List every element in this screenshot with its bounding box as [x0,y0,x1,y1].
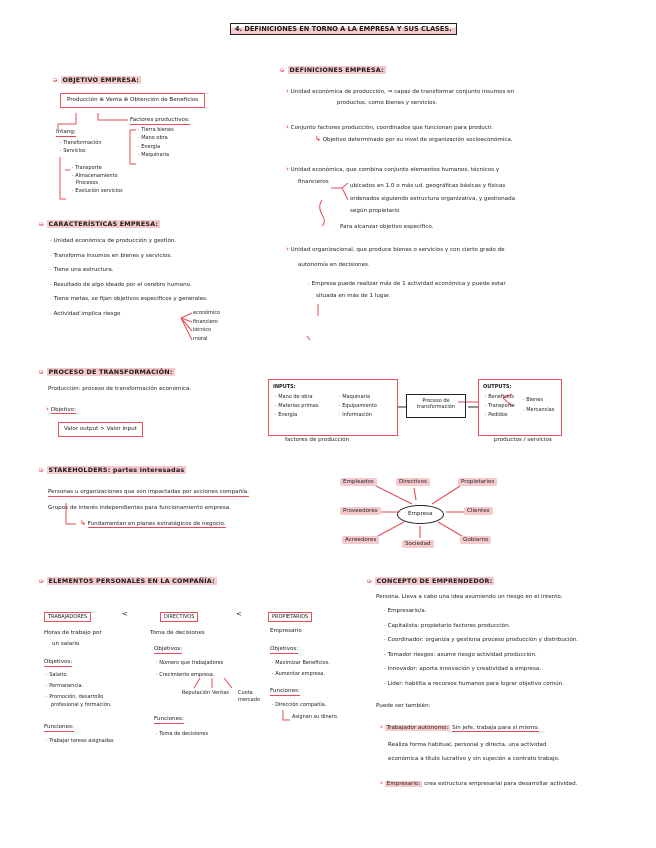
list-item: · Resultado de algo ideado por el cerebro humano. [50,281,192,288]
inputs-left-list [275,394,318,418]
list-item: profesional y formación. [51,702,112,708]
trabajadores-box: TRABAJADORES [44,612,91,622]
definicion-4-c: · Empresa puede realizar más de 1 actividad económica y puede estar [308,281,506,287]
list-item: · Mano obra [138,135,168,142]
list-item: · Número que trabajadores [156,660,224,666]
arrow-icon: ↳ [80,519,86,527]
directivos-sub-mercado: mercado [238,697,260,703]
arrow-icon: ➭ [38,220,45,228]
caption-productos: productos / servicios [494,437,552,443]
directivos-objetivos-heading: Objetivos: [154,646,183,652]
factores-list [138,127,174,159]
stakeholders-heading: ➭ STAKEHOLDERS: partes interesadas [38,466,185,474]
trabajador-autonomo-line-3: económica a título lucrativo y sin sujeción a contrato trabajo. [388,756,560,762]
empresa-center-node: Empresa [397,505,444,524]
list-item: · Transforma insumos en bienes y servicios. [50,252,173,259]
directivos-desc: Toma de decisiones [150,630,205,636]
stakeholders-line-2: Grupos de interés independientes para funcionamiento empresa. [48,505,231,511]
definiciones-heading: ➭ DEFINICIONES EMPRESA: [279,66,384,74]
list-item: · Tiene metas, se fijan objetivos específicos y generales. [50,296,208,302]
trabajadores-objetivos-heading: Objetivos: [44,659,73,665]
arrow-icon: › [286,87,289,95]
outputs-box [478,379,562,436]
page-title: 4. DEFINICIONES EN TORNO A LA EMPRESA Y SUS CLASES. [230,23,457,35]
list-item: · Tierra bienes [138,127,174,133]
arrow-icon: ➭ [52,76,59,84]
caracteristicas-heading: ➭ CARACTERÍSTICAS EMPRESA: [38,220,159,228]
arrow-icon: ➭ [38,466,45,474]
emprendedor-tambien: Puede ser también: [376,703,431,709]
factores-heading: Factores productivos: [130,117,190,123]
directivos-sub-cuota: Cuota [238,690,253,696]
objetivo-heading: ➭ OBJETIVO EMPRESA: [52,76,140,84]
empresario-line: › Empresario: crea estructura empresarial para desarrollar actividad. [380,779,578,787]
arrow-icon: › [46,405,49,413]
definicion-1: › Unidad económica de producción, ⇒ capaz de transformar conjunto insumos en [286,87,515,95]
emprendedor-list [384,608,578,688]
arrow-icon: ↳ [315,135,321,143]
stakeholder-node-propietarios: Propietarios [458,478,497,486]
list-item: · Permanencia. [46,683,84,689]
stakeholder-node-proveedores: Proveedores [340,507,381,515]
propietarios-box: PROPIETARIOS [268,612,312,622]
definicion-1-cont: productos, como bienes y servicios. [337,100,438,106]
list-item: · Evolución servicios [72,188,123,195]
list-item: · Maquinaria [138,152,170,159]
list-item: · Unidad económica de producción y gestión. [50,238,177,244]
directivos-funciones-list [156,731,208,737]
directivos-funciones-heading: Funciones: [154,716,184,722]
stakeholder-node-acreedores: Acreedores [342,536,379,544]
definicion-2: › Conjunto factores producción, coordinados que funcionan para producir. [286,123,493,131]
trabajadores-desc-1: Horas de trabajo por [44,630,102,636]
list-item: · Aumentar empresa. [272,671,325,677]
stakeholder-node-empleados: Empleados [340,478,377,486]
propietarios-objetivos-list [272,660,330,677]
list-item: · Energía [275,412,298,418]
arrow-icon: › [286,123,289,131]
stakeholders-line-1: Personas u organizaciones que son impactadas por acciones compañía. [48,489,249,495]
stakeholder-node-gobierno: Gobierno [460,536,491,544]
list-item: · Innovador: aporta innovación y creatividad a empresa. [384,666,542,672]
list-item: · Beneficios [485,394,514,400]
proceso-objetivo-box: Valor output > Valor input [58,422,143,437]
list-item: · Maximizar Beneficios. [272,660,330,666]
trabajador-autonomo-line-2: Realiza forma habitual, personal y directa, una actividad [388,742,547,748]
caption-factores: factores de producción [285,437,350,443]
stakeholder-node-directivos: Directivos [396,478,430,486]
arrow-icon: › [286,165,289,173]
definicion-3-b: financieros [298,179,329,185]
list-item: · Pedidos [485,412,508,418]
emprendedor-intro: Persona. Lleva a cabo una idea asumiendo un riesgo en el intento. [376,594,563,600]
list-item: · Líder: habilita a recursos humanos para lograr objetivo común. [384,680,564,687]
list-item: · Capitalista: propietario factores producción. [384,622,511,629]
trabajadores-funciones-heading: Funciones: [44,724,74,730]
servicios-list [72,165,123,195]
directivos-sub-reputacion: Reputación [182,690,211,696]
propietarios-funciones-heading: Funciones: [270,688,300,694]
elementos-heading: ➭ ELEMENTOS PERSONALES EN LA COMPAÑÍA: [38,577,215,585]
list-item: · Servicios [60,148,86,155]
definicion-2-cont: ↳ Objetivo determinado por su nivel de organización socioeconómica. [315,135,513,143]
propietarios-funciones-list [272,702,338,720]
definicion-3: › Unidad económica, que combina conjunto elementos humanos, técnicos y [286,165,500,173]
list-item: · Tomador riesgos: asume riesgo actividad producción. [384,651,537,658]
arrow-icon: ➭ [366,577,373,585]
list-item: · Transporte [72,165,102,171]
proceso-objetivo-label: › Objetivo: [46,405,76,413]
directivos-sub-ventas: Ventas [212,690,229,696]
list-item: · Coordinador: organiza y gestiona proceso producción y distribución. [384,637,579,643]
list-item: · Trabajar tareas asignadas [46,738,114,744]
list-item: · Transformación [60,140,102,146]
list-item: · Maquinaria [339,394,371,400]
inputs-box [268,379,398,436]
list-item: · Información [339,412,372,418]
list-item: · Transporte [485,403,515,409]
arrow-icon: › [380,723,383,731]
list-item: · Promoción, desarrollo [46,694,104,700]
list-item: Procesos [76,179,99,186]
caracteristicas-list [50,238,208,318]
arrow-icon: ➭ [38,577,45,585]
stakeholder-node-sociedad: Sociedad [402,540,434,548]
definicion-4: › Unidad organizacional, que produce bienes o servicios y con cierto grado de [286,245,505,253]
riesgos-list [193,310,220,342]
list-item: · Mercancías [523,407,555,413]
proceso-centro-box: Proceso de transformación [406,394,466,418]
list-item: · Almacenamiento [72,173,118,180]
inputs-right-list [339,394,377,418]
less-than-symbol: < [236,610,242,618]
stakeholders-line-3: ↳ Fundamentan en planes estratégicos de negocio. [80,519,226,527]
list-item: · Salario. [46,672,68,678]
proceso-definicion: Producción: proceso de transformación económica. [48,386,192,392]
trabajadores-objetivos-list [46,672,112,708]
definicion-4-b: autonomía en decisiones. [298,262,370,268]
less-than-symbol: < [122,610,128,618]
trabajadores-funciones-list [46,738,114,744]
outputs-heading: OUTPUTS: [483,384,512,390]
list-item: financiero [193,318,218,325]
emprendedor-heading: ➭ CONCEPTO DE EMPRENDEDOR: [366,577,493,585]
list-item: · Energía [138,143,161,150]
list-item: · Bienes [523,397,543,403]
arrow-icon: ➭ [38,368,45,376]
proceso-heading: ➭ PROCESO DE TRANSFORMACIÓN: [38,368,173,376]
intangibles-heading: Intang: [56,129,76,135]
list-item: Asignan su dinero. [292,714,339,720]
definicion-3-e: según propietario [350,208,400,214]
list-item: · Tiene una estructura. [50,267,114,273]
arrow-icon: › [286,245,289,253]
list-item: · Empresario/a. [384,608,427,614]
definicion-3-d: ordenados siguiendo estructura organizativa, y gestionada [350,196,516,202]
definicion-3-f: Para alcanzar objetivo específico. [340,224,434,230]
intangibles-list [60,140,102,155]
trabajador-autonomo-line: › Trabajador autónomo: Sin jefe, trabaja para sí mismo. [380,723,540,731]
list-item: moral [193,335,208,342]
definicion-3-c: ubicados en 1.0 o más ud. geográficas básicas y físicas [350,183,506,189]
list-item: · Equipamiento [339,403,377,409]
propietarios-objetivos-heading: Objetivos: [270,646,299,652]
trabajadores-desc-2: un salario [52,641,80,647]
list-item: económico [193,310,221,316]
list-item: · Crecimiento empresa. [156,672,215,678]
definicion-4-d: situada en más de 1 lugar. [316,293,391,299]
objetivo-formula-box: Producción ⊕ Venta ⊕ Obtención de Beneficios [60,93,205,108]
list-item: técnico [193,327,212,334]
outputs-list [485,394,515,418]
outputs-sub-list [523,397,554,413]
list-item: · Dirección compañía. [272,702,327,708]
arrow-icon: › [380,779,383,787]
directivos-objetivos-list [156,660,223,678]
stakeholder-node-clientes: Clientes [464,507,493,515]
list-item: · Materias primas [275,403,319,409]
propietarios-desc: Empresario [270,628,302,634]
inputs-heading: INPUTS: [273,384,296,390]
arrow-icon: ➭ [279,66,286,74]
list-item: · Actividad implica riesgo [50,310,121,317]
list-item: · Toma de decisiones [156,731,209,737]
list-item: · Mano de obra [275,394,313,400]
directivos-box: DIRECTIVOS [160,612,198,622]
